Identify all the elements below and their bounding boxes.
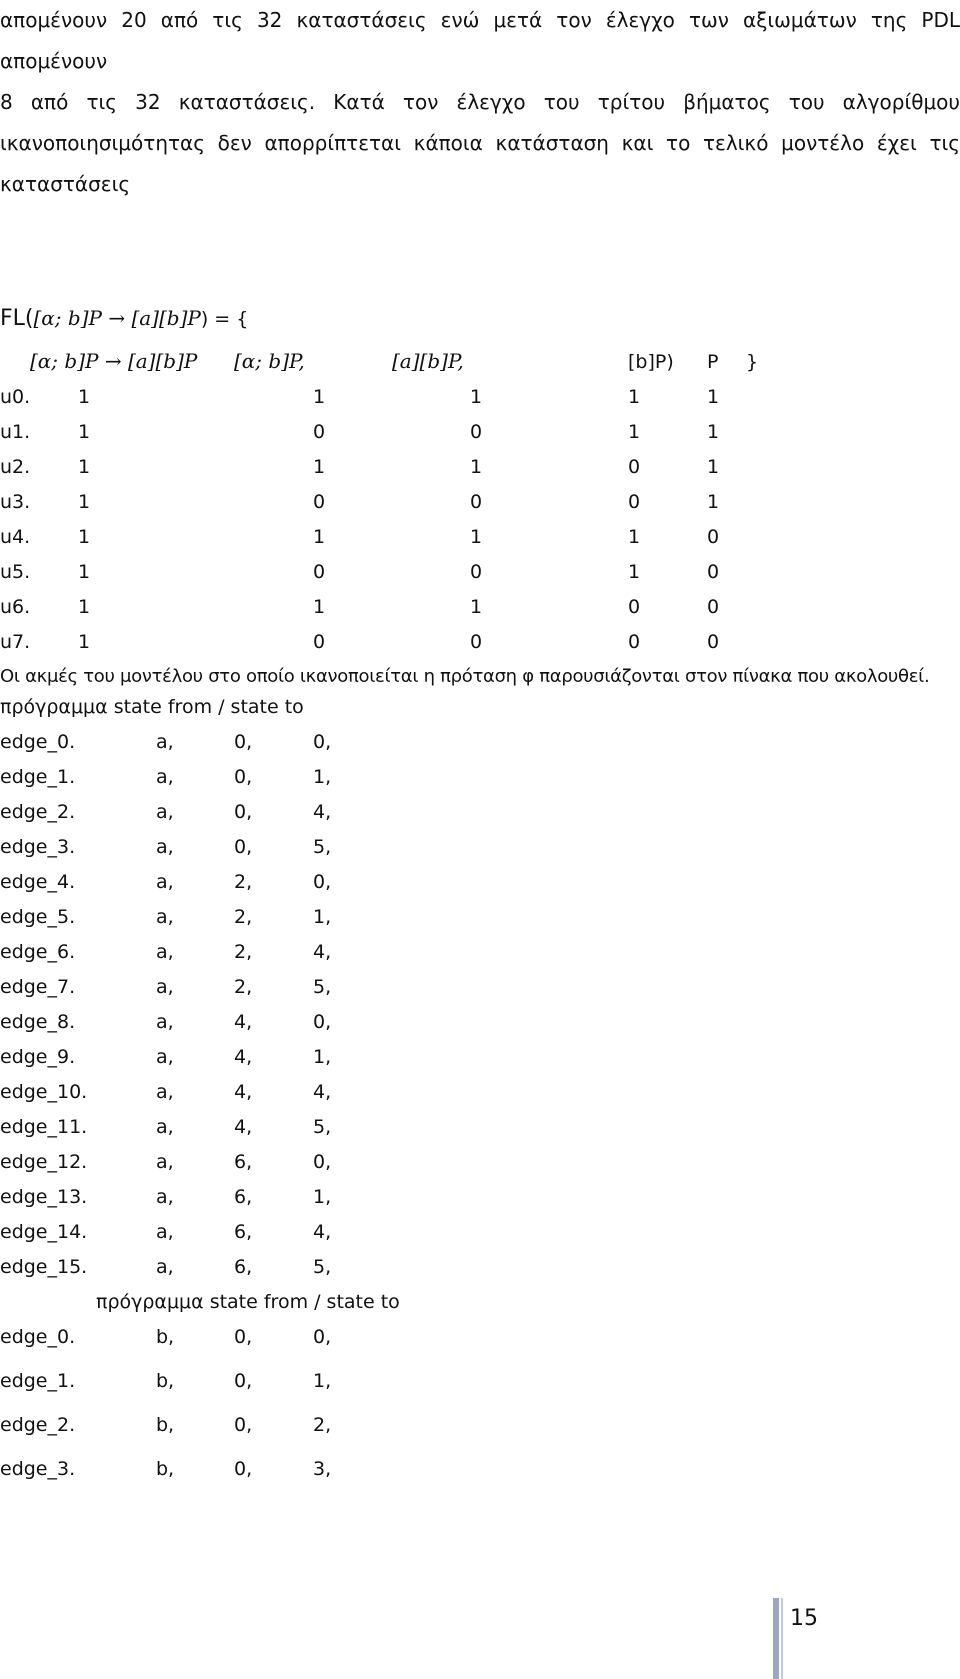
edge-program: a, [156, 1256, 174, 1278]
edge-program: a, [156, 1221, 174, 1243]
state-value: 1 [628, 421, 641, 443]
state-value: 1 [313, 386, 326, 408]
edge-to: 3, [313, 1458, 332, 1480]
edge-to: 0, [313, 1326, 332, 1348]
edge-program: a, [156, 1011, 174, 1033]
state-value: 1 [707, 386, 720, 408]
edge-to: 0, [313, 1011, 332, 1033]
state-label: u6. [0, 596, 31, 618]
state-value: 0 [707, 631, 720, 653]
state-value: 1 [707, 491, 720, 513]
edge-from: 4, [234, 1081, 253, 1103]
edge-from: 0, [234, 766, 253, 788]
state-value: 0 [628, 491, 641, 513]
edge-from: 6, [234, 1221, 253, 1243]
edge-to: 5, [313, 836, 332, 858]
edge-program: b, [156, 1458, 175, 1480]
paragraph-line-3: ικανοποιησιμότητας δεν απορρίπτεται κάποια κατάσταση και το τελικό μοντέλο έχει τις [0, 131, 960, 155]
state-value: 0 [313, 421, 326, 443]
state-value: 0 [628, 631, 641, 653]
edge-to: 5, [313, 1256, 332, 1278]
edge-from: 6, [234, 1256, 253, 1278]
edge-to: 1, [313, 1186, 332, 1208]
edge-from: 2, [234, 976, 253, 998]
edge-label: edge_0. [0, 731, 76, 753]
edge-program: a, [156, 941, 174, 963]
edge-to: 5, [313, 1116, 332, 1138]
edge-to: 0, [313, 1151, 332, 1173]
paragraph-line-1: απομένουν 20 από τις 32 καταστάσεις ενώ μετά τον έλεγχο των αξιωμάτων της PDL απομένουν [0, 8, 960, 73]
edge-to: 1, [313, 1370, 332, 1392]
state-value: 1 [628, 526, 641, 548]
edge-program: a, [156, 1046, 174, 1068]
edge-to: 5, [313, 976, 332, 998]
state-value: 0 [313, 491, 326, 513]
edge-label: edge_7. [0, 976, 76, 998]
edge-from: 2, [234, 871, 253, 893]
edge-from: 4, [234, 1011, 253, 1033]
state-label: u5. [0, 561, 31, 583]
state-value: 1 [78, 491, 91, 513]
edge-to: 1, [313, 906, 332, 928]
fl-header-5: P [707, 351, 719, 373]
fl-definition [0, 306, 248, 331]
page-number-bar-accent [781, 1598, 783, 1679]
edge-program: b, [156, 1326, 175, 1348]
edge-program: a, [156, 976, 174, 998]
state-value: 1 [78, 526, 91, 548]
state-value: 1 [470, 526, 483, 548]
edge-program: a, [156, 731, 174, 753]
state-value: 1 [628, 386, 641, 408]
edge-program: a, [156, 836, 174, 858]
state-value: 1 [78, 421, 91, 443]
state-value: 0 [628, 596, 641, 618]
fl-header-4: [b]P) [628, 351, 674, 373]
state-label: u0. [0, 386, 31, 408]
edge-label: edge_2. [0, 801, 76, 823]
edge-label: edge_3. [0, 836, 76, 858]
edge-program: a, [156, 906, 174, 928]
edge-label: edge_2. [0, 1414, 76, 1436]
edge-from: 0, [234, 1326, 253, 1348]
state-label: u2. [0, 456, 31, 478]
state-value: 1 [707, 421, 720, 443]
state-value: 1 [707, 456, 720, 478]
state-value: 1 [78, 631, 91, 653]
state-value: 1 [313, 456, 326, 478]
edge-from: 6, [234, 1186, 253, 1208]
edge-label: edge_0. [0, 1326, 76, 1348]
edge-to: 1, [313, 1046, 332, 1068]
edge-from: 0, [234, 731, 253, 753]
edge-label: edge_14. [0, 1221, 88, 1243]
page-number: 15 [790, 1606, 818, 1631]
state-value: 1 [78, 386, 91, 408]
state-value: 1 [628, 561, 641, 583]
edge-to: 4, [313, 941, 332, 963]
edge-label: edge_4. [0, 871, 76, 893]
fl-header-6: } [746, 351, 759, 373]
paragraph-line-4: καταστάσεις [0, 172, 131, 196]
edge-from: 0, [234, 1414, 253, 1436]
edge-from: 2, [234, 941, 253, 963]
state-value: 1 [313, 526, 326, 548]
state-value: 1 [78, 456, 91, 478]
state-value: 0 [470, 491, 483, 513]
fl-header-2: [α; b]P, [234, 349, 305, 373]
edge-to: 4, [313, 801, 332, 823]
edge-program: a, [156, 1116, 174, 1138]
fl-suffix: ) = { [200, 308, 249, 330]
edge-program: a, [156, 1081, 174, 1103]
edges-b-header: πρόγραμμα state from / state to [96, 1291, 400, 1313]
edge-label: edge_15. [0, 1256, 88, 1278]
edge-to: 4, [313, 1081, 332, 1103]
edge-program: a, [156, 766, 174, 788]
state-value: 0 [707, 526, 720, 548]
edge-to: 0, [313, 731, 332, 753]
edge-label: edge_3. [0, 1458, 76, 1480]
edge-label: edge_10. [0, 1081, 88, 1103]
fl-formula: [α; b]P → [a][b]P [33, 306, 201, 330]
state-label: u1. [0, 421, 31, 443]
edge-to: 1, [313, 766, 332, 788]
edge-label: edge_11. [0, 1116, 88, 1138]
edge-to: 0, [313, 871, 332, 893]
intro-paragraph [0, 0, 960, 205]
page-number-bar [773, 1598, 779, 1679]
fl-header-1: [α; b]P → [a][b]P [30, 349, 198, 373]
fl-header-3: [a][b]P, [392, 349, 464, 373]
state-value: 1 [78, 596, 91, 618]
edge-label: edge_8. [0, 1011, 76, 1033]
state-value: 1 [313, 596, 326, 618]
edge-label: edge_9. [0, 1046, 76, 1068]
state-value: 1 [470, 596, 483, 618]
edges-a-header: πρόγραμμα state from / state to [0, 696, 304, 718]
edge-program: a, [156, 1186, 174, 1208]
state-value: 1 [78, 561, 91, 583]
edge-from: 0, [234, 801, 253, 823]
edge-program: b, [156, 1370, 175, 1392]
edge-from: 0, [234, 836, 253, 858]
state-value: 0 [707, 561, 720, 583]
edge-from: 0, [234, 1458, 253, 1480]
state-label: u7. [0, 631, 31, 653]
edge-program: a, [156, 801, 174, 823]
state-label: u4. [0, 526, 31, 548]
state-value: 0 [470, 421, 483, 443]
state-value: 0 [313, 631, 326, 653]
state-value: 0 [470, 561, 483, 583]
edge-label: edge_13. [0, 1186, 88, 1208]
state-value: 0 [470, 631, 483, 653]
edge-label: edge_12. [0, 1151, 88, 1173]
state-value: 0 [313, 561, 326, 583]
state-label: u3. [0, 491, 31, 513]
fl-prefix: FL( [0, 306, 34, 331]
edge-label: edge_1. [0, 1370, 76, 1392]
state-value: 1 [470, 386, 483, 408]
edge-program: a, [156, 871, 174, 893]
edges-intro: Οι ακμές του μοντέλου στο οποίο ικανοποιείται η πρόταση φ παρουσιάζονται στον πίνακα που ακολουθεί. [0, 666, 930, 687]
state-value: 0 [628, 456, 641, 478]
edge-from: 0, [234, 1370, 253, 1392]
edge-from: 4, [234, 1116, 253, 1138]
edge-label: edge_6. [0, 941, 76, 963]
edge-program: b, [156, 1414, 175, 1436]
edge-from: 2, [234, 906, 253, 928]
state-value: 0 [707, 596, 720, 618]
edge-to: 4, [313, 1221, 332, 1243]
edge-label: edge_1. [0, 766, 76, 788]
state-value: 1 [470, 456, 483, 478]
edge-from: 6, [234, 1151, 253, 1173]
edge-program: a, [156, 1151, 174, 1173]
edge-to: 2, [313, 1414, 332, 1436]
paragraph-line-2: 8 από τις 32 καταστάσεις. Κατά τον έλεγχο του τρίτου βήματος του αλγορίθμου [0, 90, 960, 114]
edge-from: 4, [234, 1046, 253, 1068]
edge-label: edge_5. [0, 906, 76, 928]
